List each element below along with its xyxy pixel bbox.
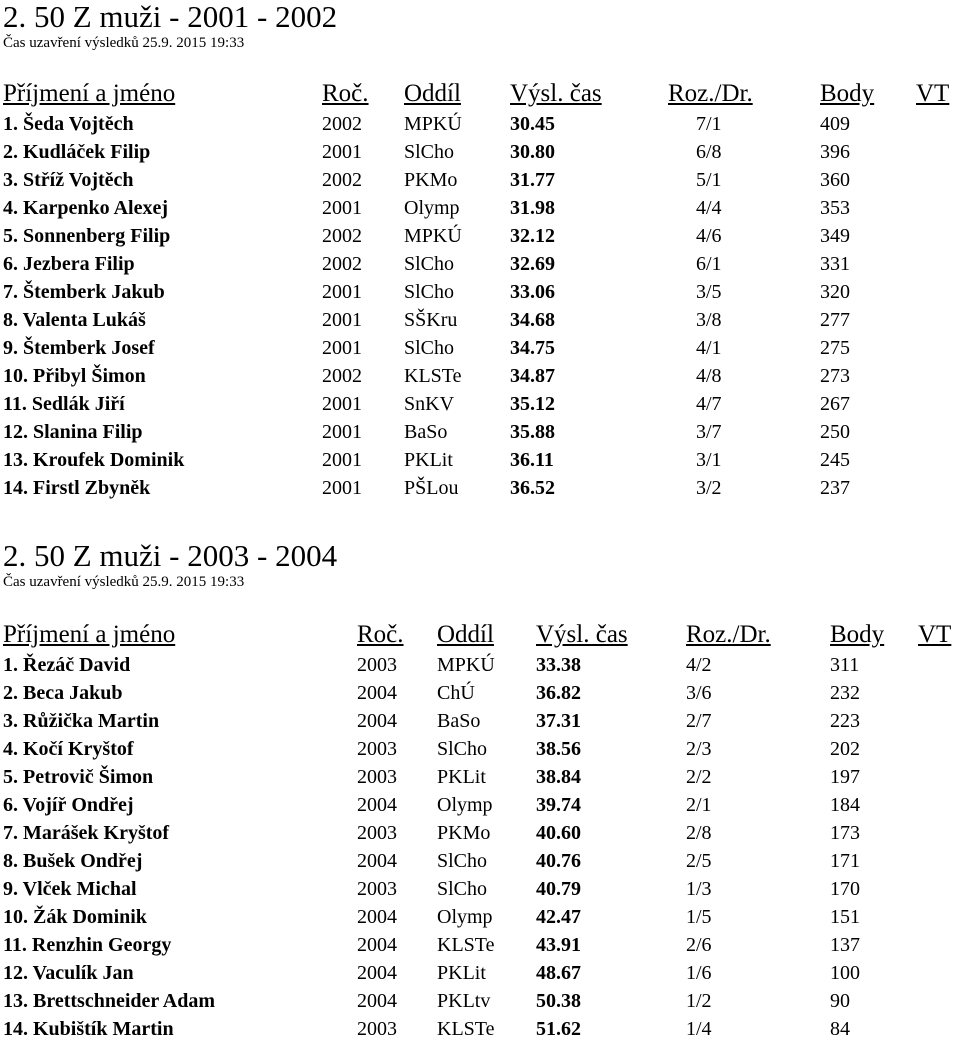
cell-time: 30.80 (510, 141, 555, 163)
cell-points: 184 (830, 794, 860, 816)
cell-time: 34.75 (510, 337, 555, 359)
table-row (0, 306, 960, 334)
cell-club: PKLit (404, 449, 453, 471)
cell-points: 273 (820, 365, 850, 387)
cell-club: PKLit (437, 766, 486, 788)
table-row (0, 707, 960, 735)
cell-rank: 5/1 (696, 169, 722, 191)
cell-year: 2001 (322, 197, 362, 219)
cell-time: 36.52 (510, 477, 555, 499)
table-row (0, 651, 960, 679)
cell-rank: 3/7 (696, 421, 722, 443)
cell-club: KLSTe (437, 1018, 495, 1040)
cell-time: 35.12 (510, 393, 555, 415)
cell-name: 8. Valenta Lukáš (3, 309, 146, 331)
cell-club: SlCho (404, 337, 455, 359)
cell-club: BaSo (404, 421, 448, 443)
cell-time: 33.38 (536, 654, 581, 676)
cell-points: 409 (820, 113, 850, 135)
cell-rank: 3/6 (686, 682, 712, 704)
header-rank: Roz./Dr. (686, 621, 771, 648)
cell-time: 38.84 (536, 766, 581, 788)
cell-year: 2004 (357, 850, 397, 872)
cell-points: 250 (820, 421, 850, 443)
cell-name: 9. Štemberk Josef (3, 337, 155, 359)
cell-rank: 1/6 (686, 962, 712, 984)
cell-time: 36.82 (536, 682, 581, 704)
cell-name: 13. Kroufek Dominik (3, 449, 185, 471)
cell-name: 2. Kudláček Filip (3, 141, 151, 163)
cell-year: 2004 (357, 794, 397, 816)
cell-name: 5. Sonnenberg Filip (3, 225, 171, 247)
cell-rank: 2/7 (686, 710, 712, 732)
cell-time: 48.67 (536, 962, 581, 984)
cell-year: 2003 (357, 1018, 397, 1040)
cell-club: ChÚ (437, 682, 475, 704)
cell-time: 31.98 (510, 197, 555, 219)
cell-time: 39.74 (536, 794, 581, 816)
cell-rank: 2/3 (686, 738, 712, 760)
cell-points: 151 (830, 906, 860, 928)
table-row (0, 791, 960, 819)
cell-year: 2003 (357, 654, 397, 676)
cell-time: 40.76 (536, 850, 581, 872)
cell-year: 2001 (322, 449, 362, 471)
cell-points: 237 (820, 477, 850, 499)
cell-year: 2003 (357, 738, 397, 760)
cell-year: 2004 (357, 990, 397, 1012)
cell-time: 32.12 (510, 225, 555, 247)
cell-points: 100 (830, 962, 860, 984)
cell-year: 2004 (357, 934, 397, 956)
cell-points: 311 (830, 654, 860, 676)
cell-club: Olymp (437, 906, 493, 928)
cell-year: 2003 (357, 766, 397, 788)
table-row (0, 819, 960, 847)
header-rank: Roz./Dr. (668, 80, 753, 107)
cell-year: 2004 (357, 710, 397, 732)
cell-year: 2002 (322, 169, 362, 191)
cell-club: KLSTe (404, 365, 462, 387)
cell-year: 2004 (357, 682, 397, 704)
cell-name: 8. Bušek Ondřej (3, 850, 143, 872)
cell-club: SlCho (437, 738, 488, 760)
cell-name: 7. Štemberk Jakub (3, 281, 165, 303)
cell-name: 11. Renzhin Georgy (3, 934, 172, 956)
cell-club: SlCho (437, 850, 488, 872)
cell-rank: 1/5 (686, 906, 712, 928)
cell-time: 51.62 (536, 1018, 581, 1040)
cell-points: 360 (820, 169, 850, 191)
cell-time: 42.47 (536, 906, 581, 928)
table-row (0, 250, 960, 278)
cell-year: 2001 (322, 421, 362, 443)
header-vt: VT (918, 621, 952, 648)
cell-points: 331 (820, 253, 850, 275)
cell-club: PKLit (437, 962, 486, 984)
header-vt: VT (916, 80, 950, 107)
cell-name: 6. Jezbera Filip (3, 253, 135, 275)
table-row (0, 987, 960, 1015)
cell-club: PKLtv (437, 990, 491, 1012)
cell-rank: 4/4 (696, 197, 722, 219)
cell-rank: 4/7 (696, 393, 722, 415)
table-row (0, 138, 960, 166)
cell-club: PKMo (404, 169, 458, 191)
cell-club: SlCho (404, 281, 455, 303)
table-row (0, 334, 960, 362)
cell-name: 10. Přibyl Šimon (3, 365, 146, 387)
cell-club: PKMo (437, 822, 491, 844)
cell-points: 171 (830, 850, 860, 872)
cell-rank: 1/2 (686, 990, 712, 1012)
cell-time: 34.87 (510, 365, 555, 387)
cell-name: 1. Řezáč David (3, 654, 131, 676)
table-row (0, 390, 960, 418)
cell-year: 2001 (322, 141, 362, 163)
cell-rank: 4/8 (696, 365, 722, 387)
cell-time: 30.45 (510, 113, 555, 135)
table-row (0, 474, 960, 502)
cell-name: 3. Stříž Vojtěch (3, 169, 134, 191)
cell-year: 2004 (357, 962, 397, 984)
cell-points: 396 (820, 141, 850, 163)
cell-name: 6. Vojíř Ondřej (3, 794, 134, 816)
cell-points: 245 (820, 449, 850, 471)
section-title: 2. 50 Z muži - 2003 - 2004 (3, 538, 338, 573)
header-name: Příjmení a jméno (3, 80, 176, 107)
cell-points: 170 (830, 878, 860, 900)
cell-year: 2002 (322, 113, 362, 135)
cell-time: 36.11 (510, 449, 554, 471)
cell-points: 232 (830, 682, 860, 704)
cell-club: MPKÚ (437, 654, 495, 676)
cell-rank: 6/1 (696, 253, 722, 275)
header-time: Výsl. čas (536, 621, 628, 648)
header-club: Oddíl (437, 621, 494, 648)
cell-year: 2002 (322, 365, 362, 387)
cell-year: 2001 (322, 281, 362, 303)
cell-club: Olymp (437, 794, 493, 816)
cell-points: 267 (820, 393, 850, 415)
cell-rank: 2/2 (686, 766, 712, 788)
header-club: Oddíl (404, 80, 461, 107)
cell-rank: 2/1 (686, 794, 712, 816)
table-row (0, 679, 960, 707)
cell-name: 14. Firstl Zbyněk (3, 477, 151, 499)
cell-name: 3. Růžička Martin (3, 710, 160, 732)
cell-time: 34.68 (510, 309, 555, 331)
cell-points: 349 (820, 225, 850, 247)
table-row (0, 222, 960, 250)
cell-club: KLSTe (437, 934, 495, 956)
cell-club: SlCho (404, 141, 455, 163)
table-row (0, 194, 960, 222)
section-title: 2. 50 Z muži - 2001 - 2002 (3, 0, 338, 34)
cell-time: 38.56 (536, 738, 581, 760)
cell-points: 353 (820, 197, 850, 219)
cell-club: Olymp (404, 197, 460, 219)
table-row (0, 446, 960, 474)
cell-name: 2. Beca Jakub (3, 682, 123, 704)
cell-rank: 2/6 (686, 934, 712, 956)
cell-club: MPKÚ (404, 225, 462, 247)
cell-rank: 4/2 (686, 654, 712, 676)
cell-year: 2002 (322, 225, 362, 247)
cell-year: 2003 (357, 822, 397, 844)
cell-club: MPKÚ (404, 113, 462, 135)
cell-points: 223 (830, 710, 860, 732)
cell-rank: 6/8 (696, 141, 722, 163)
table-row (0, 847, 960, 875)
cell-year: 2003 (357, 878, 397, 900)
header-time: Výsl. čas (510, 80, 602, 107)
cell-rank: 3/1 (696, 449, 722, 471)
cell-year: 2001 (322, 393, 362, 415)
table-row (0, 735, 960, 763)
cell-name: 7. Marášek Kryštof (3, 822, 170, 844)
cell-time: 50.38 (536, 990, 581, 1012)
cell-club: SlCho (437, 878, 488, 900)
cell-points: 173 (830, 822, 860, 844)
cell-time: 37.31 (536, 710, 581, 732)
table-row (0, 418, 960, 446)
cell-club: SnKV (404, 393, 455, 415)
header-points: Body (820, 80, 875, 107)
cell-name: 10. Žák Dominik (3, 906, 147, 928)
cell-year: 2002 (322, 253, 362, 275)
table-row (0, 110, 960, 138)
cell-name: 14. Kubištík Martin (3, 1018, 174, 1040)
cell-points: 277 (820, 309, 850, 331)
cell-time: 31.77 (510, 169, 555, 191)
cell-points: 197 (830, 766, 860, 788)
cell-year: 2001 (322, 477, 362, 499)
table-row (0, 166, 960, 194)
cell-rank: 1/3 (686, 878, 712, 900)
cell-year: 2001 (322, 309, 362, 331)
cell-name: 4. Kočí Kryštof (3, 738, 134, 760)
cell-time: 32.69 (510, 253, 555, 275)
cell-name: 13. Brettschneider Adam (3, 990, 216, 1012)
cell-time: 43.91 (536, 934, 581, 956)
table-row (0, 959, 960, 987)
table-row (0, 763, 960, 791)
cell-rank: 3/5 (696, 281, 722, 303)
cell-name: 5. Petrovič Šimon (3, 766, 154, 788)
cell-club: PŠLou (404, 477, 459, 499)
cell-rank: 4/1 (696, 337, 722, 359)
cell-rank: 2/5 (686, 850, 712, 872)
cell-name: 1. Šeda Vojtěch (3, 113, 134, 135)
header-year: Roč. (322, 80, 369, 107)
cell-club: SlCho (404, 253, 455, 275)
table-row (0, 875, 960, 903)
cell-points: 275 (820, 337, 850, 359)
cell-points: 137 (830, 934, 860, 956)
table-row (0, 903, 960, 931)
cell-time: 35.88 (510, 421, 555, 443)
cell-points: 320 (820, 281, 850, 303)
cell-time: 40.79 (536, 878, 581, 900)
header-year: Roč. (357, 621, 404, 648)
cell-points: 202 (830, 738, 860, 760)
cell-rank: 1/4 (686, 1018, 712, 1040)
cell-rank: 3/8 (696, 309, 722, 331)
cell-time: 40.60 (536, 822, 581, 844)
cell-name: 12. Slanina Filip (3, 421, 143, 443)
cell-name: 4. Karpenko Alexej (3, 197, 168, 219)
table-row (0, 931, 960, 959)
cell-name: 12. Vaculík Jan (3, 962, 134, 984)
cell-club: BaSo (437, 710, 481, 732)
header-points: Body (830, 621, 885, 648)
closing-time: Čas uzavření výsledků 25.9. 2015 19:33 (3, 574, 245, 590)
table-row (0, 362, 960, 390)
cell-year: 2004 (357, 906, 397, 928)
cell-points: 90 (830, 990, 850, 1012)
closing-time: Čas uzavření výsledků 25.9. 2015 19:33 (3, 35, 245, 51)
cell-rank: 7/1 (696, 113, 722, 135)
cell-rank: 4/6 (696, 225, 722, 247)
cell-name: 9. Vlček Michal (3, 878, 137, 900)
cell-time: 33.06 (510, 281, 555, 303)
cell-name: 11. Sedlák Jiří (3, 393, 125, 415)
cell-rank: 2/8 (686, 822, 712, 844)
cell-year: 2001 (322, 337, 362, 359)
header-name: Příjmení a jméno (3, 621, 176, 648)
table-row (0, 278, 960, 306)
cell-rank: 3/2 (696, 477, 722, 499)
cell-points: 84 (830, 1018, 850, 1040)
cell-club: SŠKru (404, 309, 458, 331)
